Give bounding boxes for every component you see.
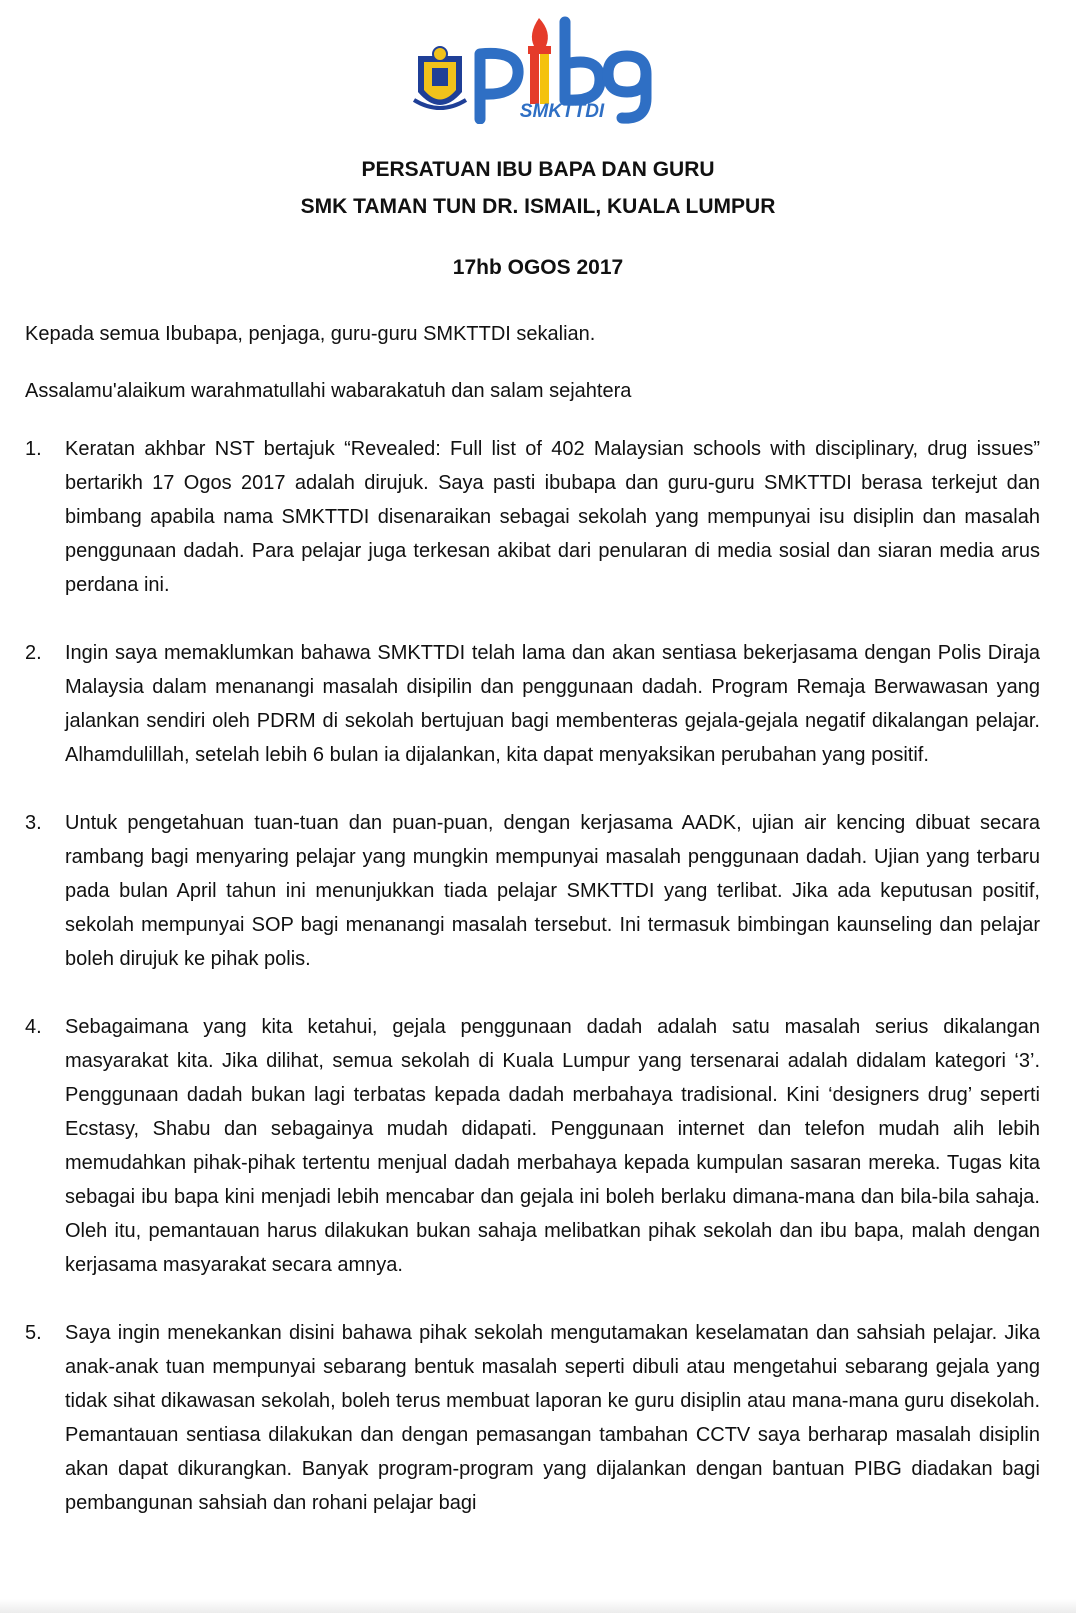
school-title: SMK TAMAN TUN DR. ISMAIL, KUALA LUMPUR [300,195,776,218]
item-number: 2. [25,642,42,664]
list-item [25,636,1040,772]
logo-subtext: SMKTTDI [519,101,605,122]
item-text: Ingin saya memaklumkan bahawa SMKTTDI telah lama dan akan sentiasa bekerjasama dengan Polis Diraja Malaysia dalam menanangi masalah disipilin dan penggunaan dadah. Program Remaja Berwawasan yang jalankan sendiri oleh PDRM di sekolah bertujuan bagi membenteras gejala-gejala negatif dikalangan pelajar. Alhamdulillah, setelah lebih 6 bulan ia dijalankan, kita dapat menyaksikan perubahan yang positif. [65,642,1040,766]
page-edge [0,1599,1076,1613]
item-text: Saya ingin menekankan disini bahawa pihak sekolah mengutamakan keselamatan dan sahsiah pelajar. Jika anak-anak tuan mempunyai sebarang bentuk masalah seperti dibuli atau mengetahui sebarang gejala yang tidak sihat dikawasan sekolah, boleh terus membuat laporan ke guru disiplin atau mana-mana guru disekolah. Pemantauan sentiasa dilakukan dan dengan pemasangan tambahan CCTV saya berharap masalah disiplin akan dapat dikurangkan. Banyak program-program yang dijalankan dengan bantuan PIBG diadakan bagi pembangunan sahsiah dan rohani pelajar bagi [65,1322,1040,1514]
numbered-list [25,432,1040,1554]
item-number: 3. [25,812,42,834]
list-item [25,1010,1040,1282]
list-item [25,1316,1040,1520]
item-text: Untuk pengetahuan tuan-tuan dan puan-puan, dengan kerjasama AADK, ujian air kencing dibuat secara rambang bagi menyaring pelajar yang mungkin mempunyai masalah penggunaan dadah. Ujian yang terbaru pada bulan April tahun ini menunjukkan tiada pelajar SMKTTDI yang terlibat. Jika ada keputusan positif, sekolah mempunyai SOP bagi menanangi masalah tersebut. Ini termasuk bimbingan kaunseling dan pelajar boleh dirujuk ke pihak polis. [65,812,1040,970]
item-number: 4. [25,1016,42,1038]
item-text: Sebagaimana yang kita ketahui, gejala penggunaan dadah adalah satu masalah serius dikalangan masyarakat kita. Jika dilihat, semua sekolah di Kuala Lumpur yang tersenarai adalah didalam kategori ‘3’. Penggunaan dadah bukan lagi terbatas kepada dadah merbahaya tradisional. Kini ‘designers drug’ seperti Ecstasy, Shabu dan sebagainya mudah didapati. Penggunaan internet dan telefon mudah alih lebih memudahkan pihak-pihak tertentu menjual dadah merbahaya kepada kumpulan sasaran mereka. Tugas kita sebagai ibu bapa kini menjadi lebih mencabar dan gejala ini boleh berlaku dimana-mana dan bila-bila sahaja. Oleh itu, pemantauan harus dilakukan bukan sahaja melibatkan pihak sekolah dan ibu bapa, malah dengan kerjasama masyarakat secara amnya. [65,1016,1040,1276]
letter-date: 17hb OGOS 2017 [452,256,624,279]
item-number: 1. [25,438,42,460]
pibg-logo [410,14,660,124]
school-crest-icon [414,47,466,108]
salam-text: Assalamu'alaikum warahmatullahi wabarakatuh dan salam sejahtera [25,380,632,402]
list-item [25,806,1040,976]
item-number: 5. [25,1322,42,1344]
list-item [25,432,1040,602]
greeting-text: Kepada semua Ibubapa, penjaga, guru-guru SMKTTDI sekalian. [25,323,596,345]
org-title: PERSATUAN IBU BAPA DAN GURU [361,158,715,181]
item-text: Keratan akhbar NST bertajuk “Revealed: Full list of 402 Malaysian schools with disciplinary, drug issues” bertarikh 17 Ogos 2017 adalah dirujuk. Saya pasti ibubapa dan guru-guru SMKTTDI berasa terkejut dan bimbang apabila nama SMKTTDI disenaraikan sebagai sekolah yang mempunyai isu disiplin dan masalah penggunaan dadah. Para pelajar juga terkesan akibat dari penularan di media sosial dan siaran media arus perdana ini. [65,438,1040,596]
